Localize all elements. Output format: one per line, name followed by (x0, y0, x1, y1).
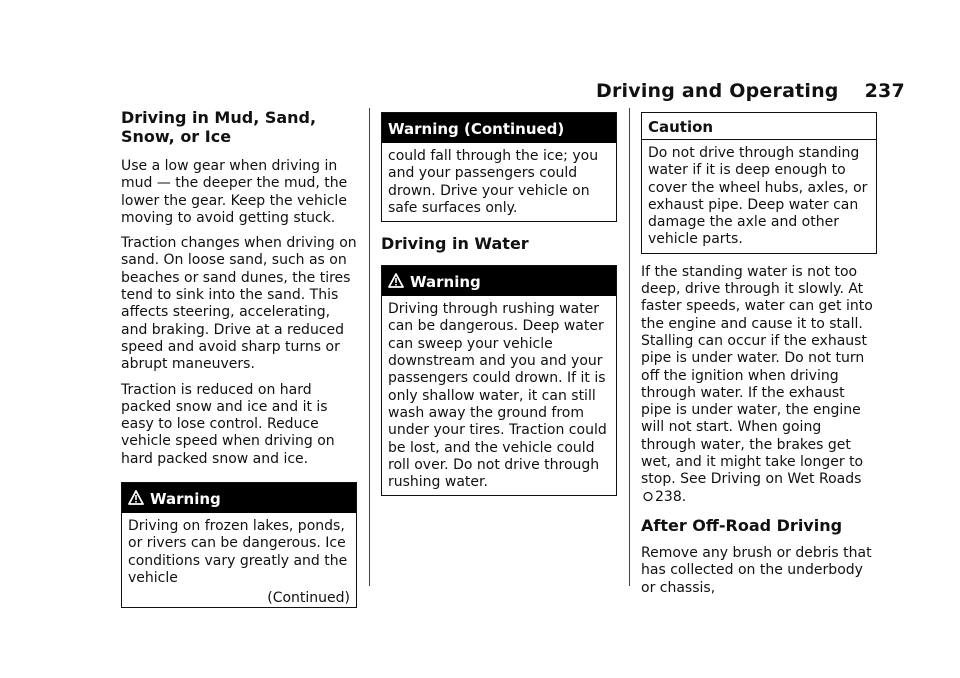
paragraph (641, 264, 877, 506)
cross-reference-link[interactable]: 238. (655, 488, 687, 505)
warning-icon (128, 490, 144, 505)
column-1 (121, 108, 357, 608)
section-title: Driving and Operating (596, 80, 839, 102)
continued-label: (Continued) (267, 590, 350, 607)
warning-text: Driving on frozen lakes, ponds, or rivers can be dangerous. Ice conditions vary greatly and the vehicle (128, 518, 348, 586)
warning-header (382, 266, 616, 296)
warning-title: Warning (150, 490, 221, 509)
column-2 (381, 108, 617, 496)
column-divider (629, 108, 630, 586)
caution-header: Caution (642, 113, 876, 140)
warning-continued-text: could fall through the ice; you and your passengers could drown. Drive your vehicle on safe surfaces only. (388, 148, 599, 216)
warning-text: Driving through rushing water can be dangerous. Deep water can sweep your vehicle downstream and you and your passengers could drown. If it is only shallow water, it can still wash away the ground from under your tires. Traction could be lost, and the vehicle could roll over. Do not drive through rushing water. (388, 301, 607, 491)
warning-box (121, 482, 357, 608)
paragraph-text: If the standing water is not too deep, drive through it slowly. At faster speeds, water can get into the engine and cause it to stall. Stalling can occur if the exhaust pipe is under water. Do not turn off the ignition when driving through water. If the exhaust pipe is under water, the engine will not start. When going through water, the brakes get wet, and it might take longer to stop. See Driving on Wet Roads (641, 263, 873, 488)
warning-icon (388, 273, 404, 288)
warning-continued-header: Warning (Continued) (382, 113, 616, 143)
paragraph: Remove any brush or debris that has collected on the underbody or chassis, (641, 544, 872, 596)
warning-title: Warning (410, 273, 481, 292)
column-divider (369, 108, 370, 586)
column-3 (641, 108, 877, 605)
section-heading: After Off-Road Driving (641, 515, 843, 535)
paragraph: Traction changes when driving on sand. On loose sand, such as on beaches or sand dunes, the tires tend to sink into the sand. This affects steering, accelerating, and braking. Drive at a reduced speed and avoid sharp turns or abrupt maneuvers. (121, 235, 357, 373)
running-head (596, 80, 905, 102)
warning-continued-box (381, 112, 617, 222)
warning-box (381, 265, 617, 496)
warning-header (122, 483, 356, 513)
page-number: 237 (864, 80, 905, 102)
caution-box (641, 112, 877, 254)
paragraph: Traction is reduced on hard packed snow and ice and it is easy to lose control. Reduce vehicle speed when driving on hard packed snow and ice. (121, 381, 335, 467)
paragraph: Use a low gear when driving in mud — the deeper the mud, the lower the gear. Keep the vehicle moving to avoid getting stuck. (121, 158, 348, 226)
page-reference-icon (643, 491, 653, 502)
section-heading: Driving in Water (381, 234, 529, 254)
caution-text: Do not drive through standing water if it is deep enough to cover the wheel hubs, axles, or exhaust pipe. Deep water can damage the axle and other vehicle parts. (648, 145, 868, 248)
section-heading: Driving in Mud, Sand, Snow, or Ice (121, 108, 317, 146)
